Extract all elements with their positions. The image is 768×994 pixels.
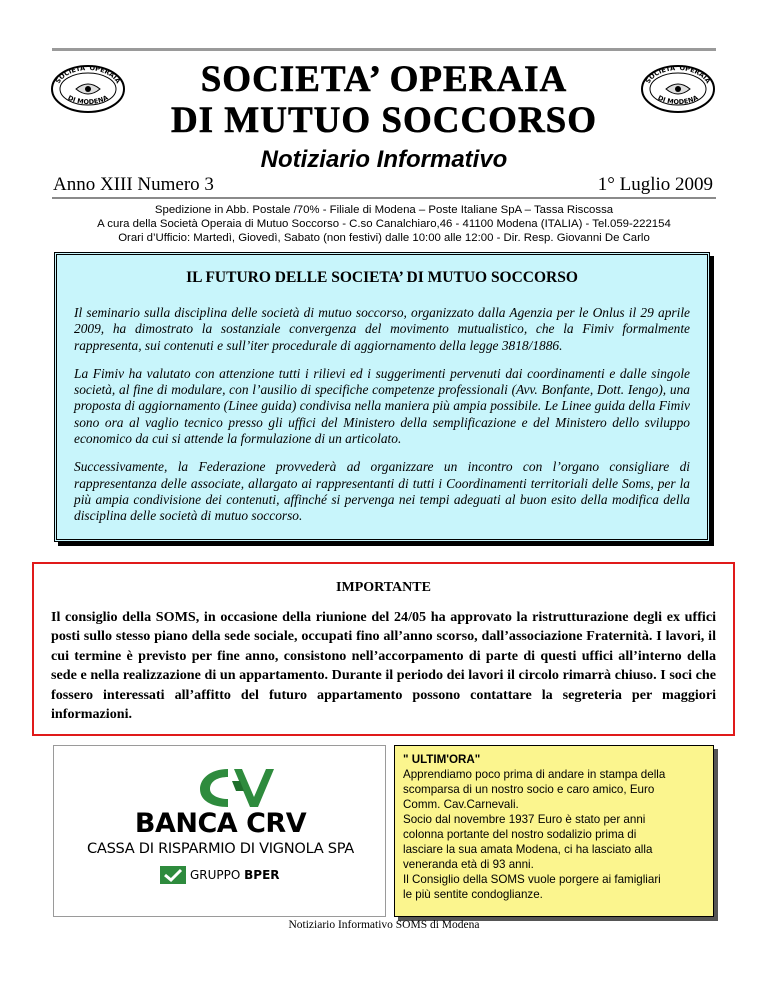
header-rule: [52, 197, 716, 199]
shipping-line-2: A cura della Società Operaia di Mutuo Soccorso - C.so Canalchiaro,46 - 41100 Modena (ITALIA) - Tel.059-222154: [97, 218, 671, 230]
sponsor-group: [160, 864, 280, 886]
seal-text-top-right: SOCIETA' OPERAIA: [643, 64, 713, 85]
society-seal-icon-right: [640, 64, 716, 114]
futuro-paragraph-2: La Fimiv ha valutato con attenzione tutti i rilievi ed i suggerimenti pervenuti dai coordinamenti e dalle singole società, al fine di modulare, con l’ausilio di specifiche competenze professionali (Avv. Bonfante, Dott. Iengo), una proposta di aggiornamento (Linee guida) condivisa nella maniera più ampia possibile. Le Linee guida della Fimiv sono ora al vaglio tecnico presso gli uffici del Ministero della semplificazione e del Ministero dello sviluppo economico da cui si attende la formulazione di un articolato.: [74, 365, 690, 447]
masthead-title-line2: DI MUTUO SOCCORSO: [170, 100, 598, 141]
issue-date: 1° Luglio 2009: [597, 174, 713, 195]
seal-text-top: SOCIETA' OPERAIA: [53, 64, 123, 85]
importante-notice-box: [32, 562, 735, 736]
ultimora-title: " ULTIM'ORA": [403, 753, 481, 766]
sponsor-tagline: CASSA DI RISPARMIO DI VIGNOLA SPA: [87, 840, 354, 857]
seal-text-bottom-right: DI MODENA: [656, 93, 700, 107]
issue-number: Anno XIII Numero 3: [53, 174, 214, 195]
sponsor-logo-box: [53, 745, 386, 917]
seal-text-bottom: DI MODENA: [66, 93, 110, 107]
ultimora-line-3: Comm. Cav.Carnevali.: [403, 798, 519, 811]
futuro-paragraph-3: Successivamente, la Federazione provvederà ad organizzare un incontro con l’organo consigliare di rappresentanza delle associate, allargato ai rappresentanti di tutti i Coordinamenti territoriali delle Soms, per la più ampia condivisione dei contenuti, affinché si pervenga nei tempi adeguati al buon esito della modifica della disciplina delle società di mutuo soccorso.: [74, 459, 690, 524]
importante-title: IMPORTANTE: [336, 580, 431, 595]
masthead-subtitle: Notiziario Informativo: [260, 146, 508, 173]
futuro-article-box: [54, 252, 710, 542]
bper-logo-icon: [160, 866, 186, 884]
ultimora-line-4: Socio dal novembre 1937 Euro è stato per anni: [403, 813, 646, 826]
society-seal-icon: [50, 64, 126, 114]
ultimora-line-7: veneranda età di 93 anni.: [403, 858, 534, 871]
ultimora-line-8: Il Consiglio della SOMS vuole porgere ai famigliari: [403, 873, 661, 886]
ultimora-box: [394, 745, 714, 917]
importante-text: Il consiglio della SOMS, in occasione della riunione del 24/05 ha approvato la ristrutturazione degli ex uffici posti sullo stesso piano della sede sociale, occupati fino all’anno scorso, dall’associazione Fraternità. I lavori, il cui termine è previsto per fine anno, consistono nell’accorpamento di parte di questi uffici all’interno della sede e nella realizzazione di un appartamento. Durante il periodo dei lavori il circolo rimarrà chiuso. I soci che fossero interessati all’affitto del futuro appartamento possono contattare la segreteria per maggiori informazioni.: [51, 609, 716, 723]
ultimora-line-1: Apprendiamo poco prima di andare in stampa della: [403, 768, 666, 781]
masthead-title-line1: SOCIETA’ OPERAIA: [200, 59, 568, 100]
shipping-line-3: Orari d’Ufficio: Martedì, Giovedì, Sabato (non festivi) dalle 10:00 alle 12:00 - Dir. Resp. Giovanni De Carlo: [118, 232, 650, 244]
ultimora-line-6: lasciare la sua amata Modena, ci ha lasciato alla: [403, 843, 653, 856]
futuro-article-title: IL FUTURO DELLE SOCIETA’ DI MUTUO SOCCORSO: [186, 269, 578, 286]
futuro-paragraph-1: Il seminario sulla disciplina delle società di mutuo soccorso, organizzato dalla Agenzia per le Onlus il 29 aprile 2009, ha dimostrato la sostanziale convergenza del movimento mutualistico, che la Fimiv formalmente rappresenta, sui contenuti e sull’iter procedurale di aggiornamento della legge 3818/1886.: [74, 305, 690, 353]
ultimora-line-5: colonna portante del nostro sodalizio prima di: [403, 828, 637, 841]
sponsor-brand: BANCA CRV: [134, 808, 307, 839]
top-rule: [52, 48, 716, 51]
page-footer: Notiziario Informativo SOMS di Modena: [288, 919, 480, 931]
sponsor-group-name: BPER: [244, 868, 280, 882]
shipping-line-1: Spedizione in Abb. Postale /70% - Filiale di Modena – Poste Italiane SpA – Tassa Riscossa: [154, 204, 614, 216]
ultimora-line-2: scomparsa di un nostro socio e caro amico, Euro: [403, 783, 655, 796]
sponsor-group-prefix: GRUPPO: [190, 868, 245, 882]
ultimora-line-9: le più sentite condoglianze.: [403, 888, 543, 901]
